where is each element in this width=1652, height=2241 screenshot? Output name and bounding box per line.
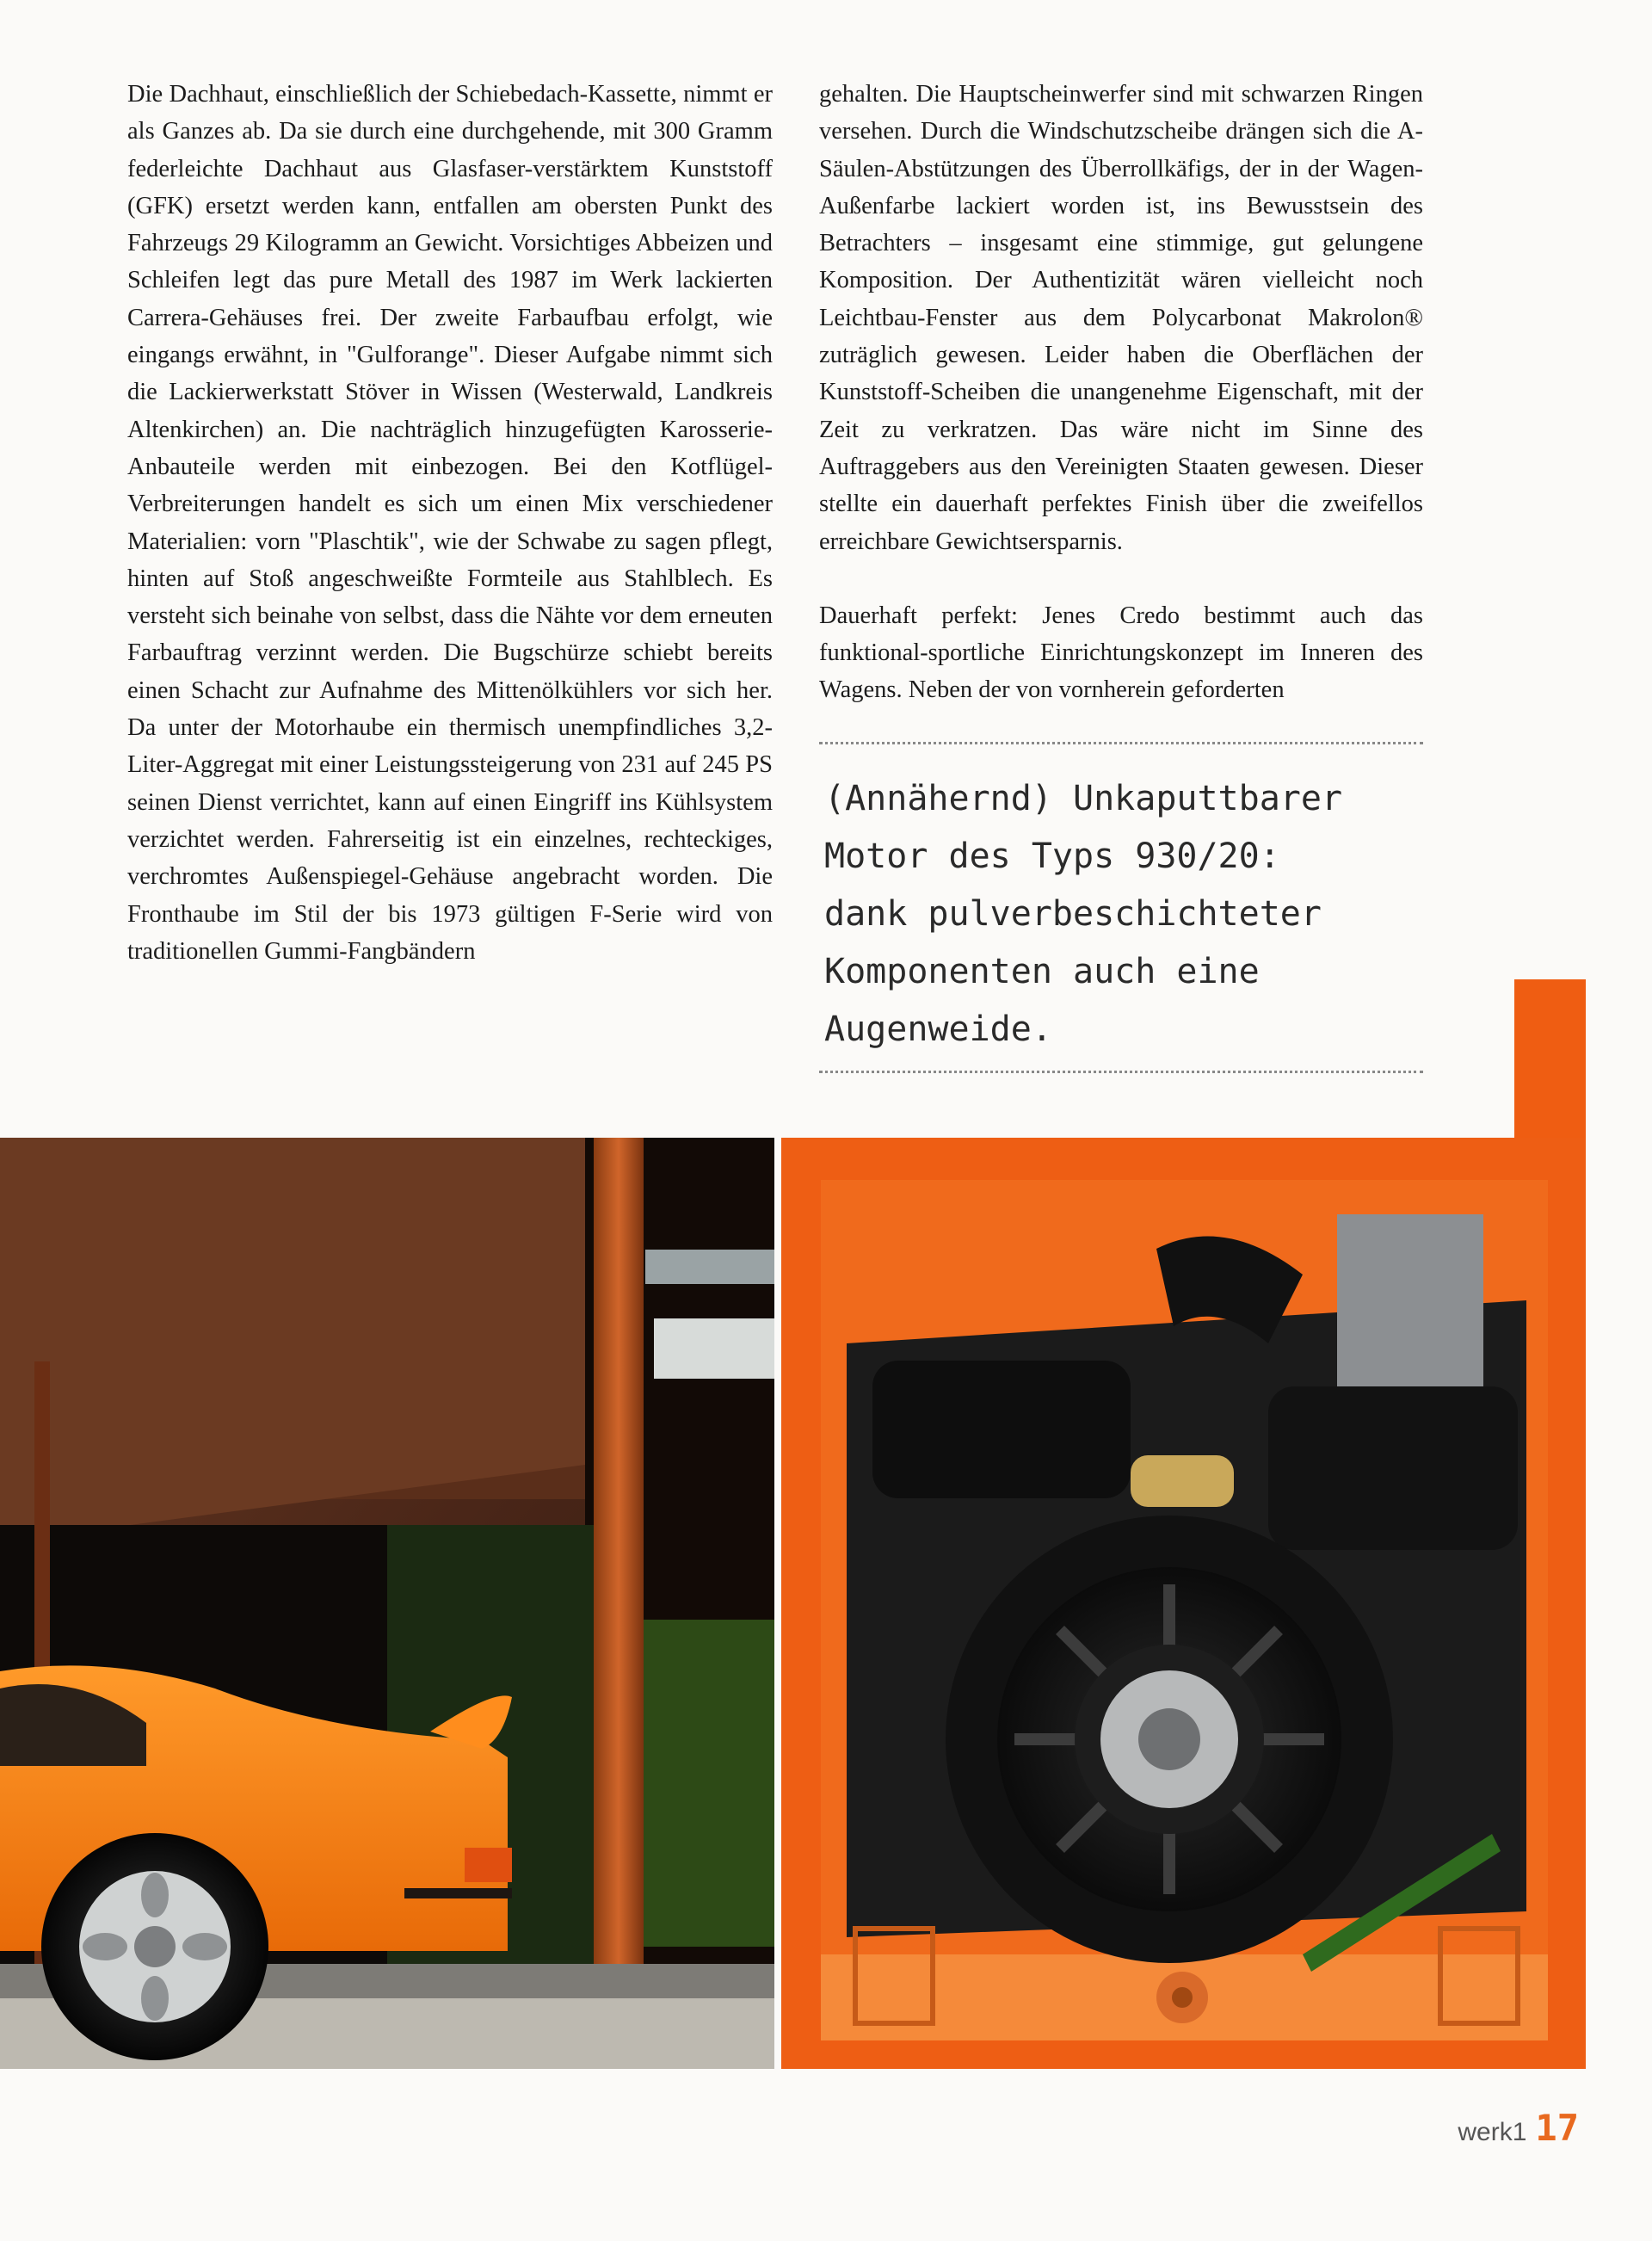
engine-photo-frame xyxy=(821,1180,1548,2040)
photo-porsche-rear xyxy=(0,1138,774,2069)
article-column-left xyxy=(127,76,773,970)
magazine-brand: werk1 xyxy=(1458,2118,1527,2146)
article-paragraph: gehalten. Die Hauptscheinwerfer sind mit schwarzen Ringen versehen. Durch die Windschutzscheibe drängen sich die A-Säulen-Abstützungen des Überrollkäfigs, der in der Wagen-Außenfarbe lackiert worden ist, ins Bewusstsein des Betrachters – insgesamt eine stimmige, gut gelungene Komposition. Der Authentizität wären vielleicht noch Leichtbau-Fenster aus dem Polycarbonat Makrolon® zuträglich gewesen. Leider haben die Oberflächen der Kunststoff-Scheiben die unangenehme Eigenschaft, mit der Zeit zu verkratzen. Das wäre nicht im Sinne des Auftraggebers aus den Vereinigten Staaten gewesen. Dieser stellte ein dauerhaft perfektes Finish über die zweifellos erreichbare Gewichtsersparnis. xyxy=(819,81,1423,555)
decorative-orange-tab xyxy=(1514,979,1586,1138)
article-paragraph: Die Dachhaut, einschließlich der Schiebedach-Kassette, nimmt er als Ganzes ab. Da sie durch eine durchgehende, mit 300 Gramm federleichte Dachhaut aus Glasfaser-verstärktem Kunststoff (GFK) ersetzt werden kann, entfallen am obersten Punkt des Fahrzeugs 29 Kilogramm an Gewicht. Vorsichtiges Abbeizen und Schleifen legt das pure Metall des 1987 im Werk lackierten Carrera-Gehäuses frei. Der zweite Farbaufbau erfolgt, wie eingangs erwähnt, in "Gulforange". Dieser Aufgabe nimmt sich die Lackierwerkstatt Stöver in Wissen (Westerwald, Landkreis Altenkirchen) an. Die nachträglich hinzugefügten Karosserie-Anbauteile werden mit einbezogen. Bei den Kotflügel-Verbreiterungen handelt es sich um einen Mix verschiedener Materialien: vorn "Plaschtik", wie der Schwabe zu sagen pflegt, hinten auf Stoß angeschweißte Formteile aus Stahlblech. Es versteht sich beinahe von selbst, dass die Nähte vor dem erneuten Farbauftrag verzinnt werden. Die Bugschürze schiebt bereits einen Schacht zur Aufnahme des Mittenölkühlers vor sich her. Da unter der Motorhaube ein thermisch unempfindliches 3,2-Liter-Aggregat mit einer Leistungssteigerung von 231 auf 245 PS seinen Dienst verrichtet, kann auf einen Eingriff ins Kühlsystem verzichtet werden. Fahrerseitig ist ein einzelnes, rechteckiges, verchromtes Außenspiegel-Gehäuse angebracht worden. Die Fronthaube im Stil der bis 1973 gültigen F-Serie wird von traditionellen Gummi-Fangbändern xyxy=(127,81,773,965)
page-footer xyxy=(1458,2107,1579,2149)
photo-engine-bay xyxy=(781,1138,1586,2069)
page-number: 17 xyxy=(1535,2107,1579,2149)
article-paragraph: Dauerhaft perfekt: Jenes Credo bestimmt auch das funktional-sportliche Einrichtungskonzept im Inneren des Wagens. Neben der von vornherein geforderten xyxy=(819,602,1423,704)
pull-quote-text: (Annähernd) Unkaputtbarer Motor des Typs 930/20: dank pulverbeschichteter Komponenten auch eine Augenweide. xyxy=(824,779,1343,1049)
engine-illustration xyxy=(821,1180,1548,2040)
pull-quote xyxy=(819,742,1423,1073)
article-column-right xyxy=(819,76,1423,709)
porsche-rear-illustration xyxy=(0,1138,774,2069)
